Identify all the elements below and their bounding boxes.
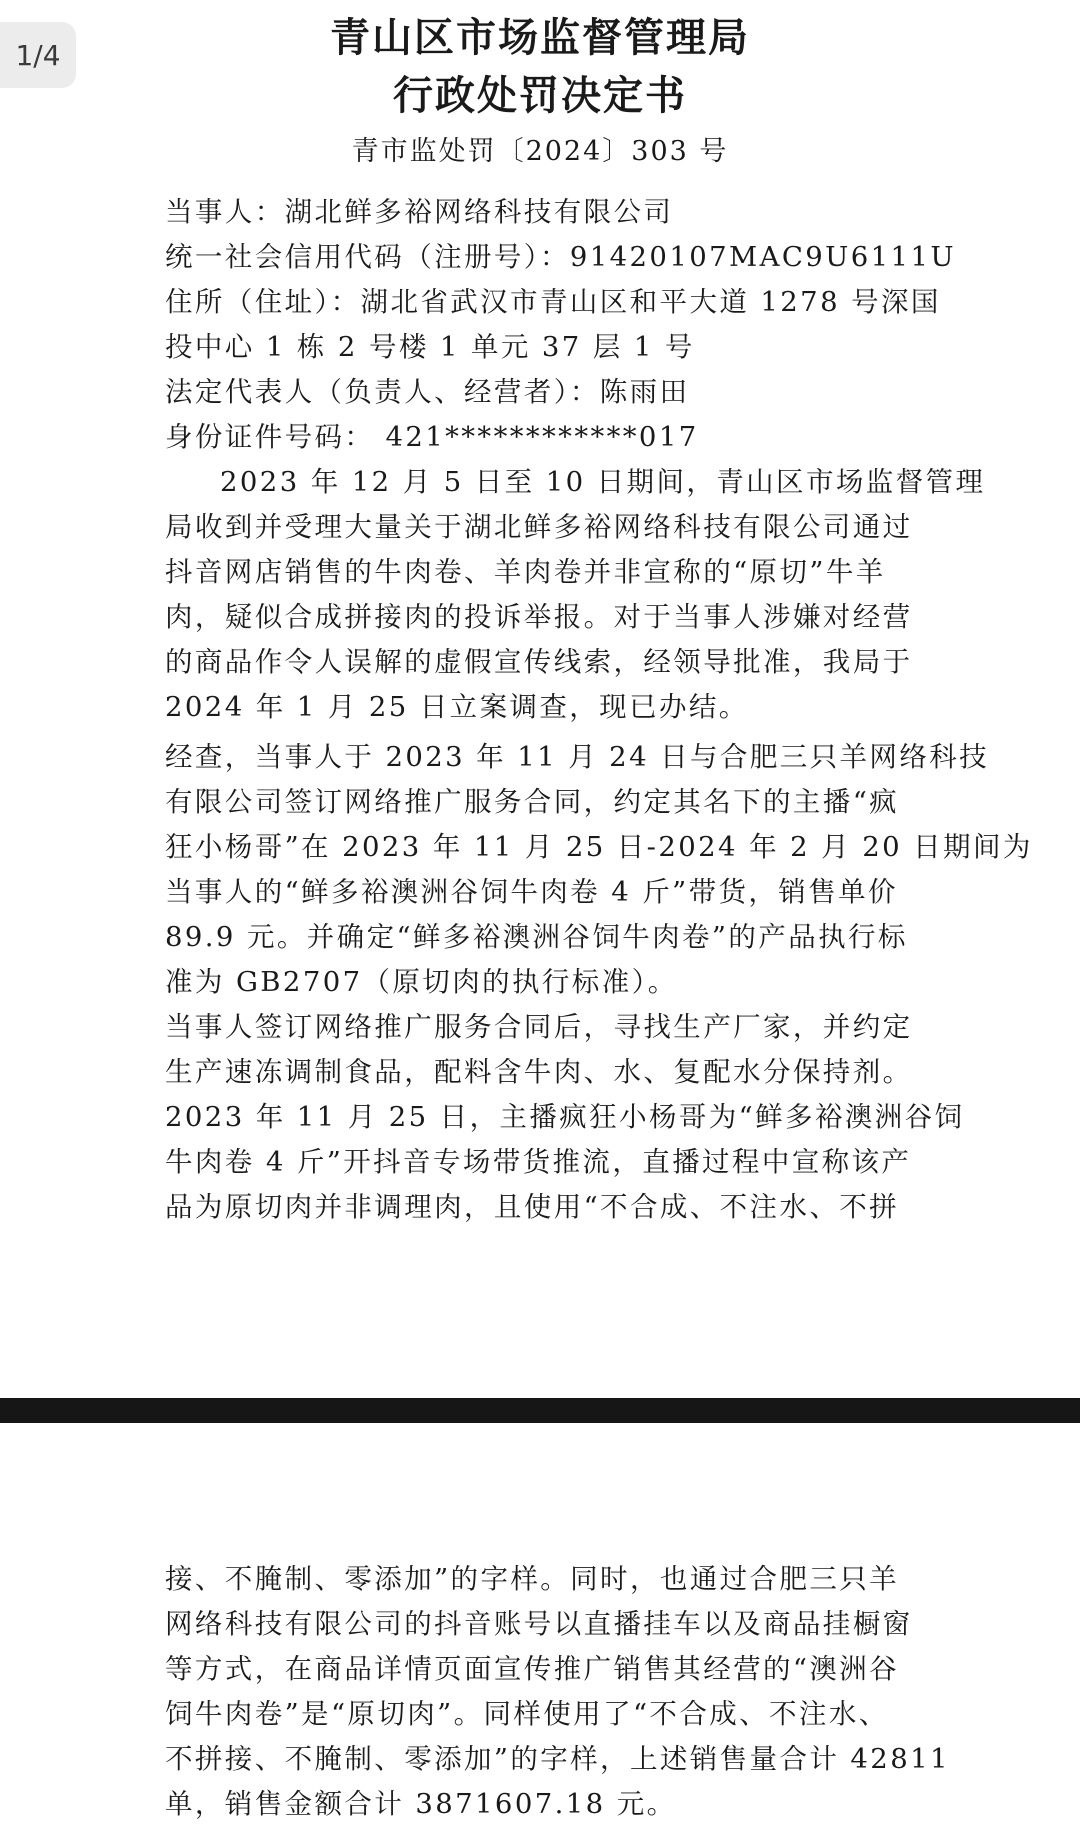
text-line: 抖音网店销售的牛肉卷、羊肉卷并非宣称的“原切”牛羊: [165, 556, 886, 588]
text-line: 2023 年 11 月 25 日，主播疯狂小杨哥为“鲜多裕澳洲谷饲: [165, 1101, 965, 1133]
page-divider: [0, 1398, 1080, 1423]
page-indicator[interactable]: 1/4: [0, 22, 76, 88]
text-line: 牛肉卷 4 斤”开抖音专场带货推流，直播过程中宣称该产: [165, 1146, 912, 1178]
text-line: 的商品作令人误解的虚假宣传线索，经领导批准，我局于: [165, 646, 913, 678]
text-line: 2023 年 12 月 5 日至 10 日期间，青山区市场监督管理: [220, 466, 986, 498]
text-line: 有限公司签订网络推广服务合同，约定其名下的主播“疯: [165, 786, 900, 818]
document-number: 青市监处罚〔2024〕303 号: [351, 136, 729, 167]
text-line: 狂小杨哥”在 2023 年 11 月 25 日-2024 年 2 月 20 日期间为: [165, 831, 1033, 863]
text-line: 等方式，在商品详情页面宣传推广销售其经营的“澳洲谷: [165, 1653, 900, 1685]
text-line: 生产速冻调制食品，配料含牛肉、水、复配水分保持剂。: [165, 1056, 913, 1088]
text-line: 接、不腌制、零添加”的字样。同时，也通过合肥三只羊: [165, 1563, 900, 1595]
text-line: 当事人的“鲜多裕澳洲谷饲牛肉卷 4 斤”带货，销售单价: [165, 876, 898, 908]
text-line: 经查，当事人于 2023 年 11 月 24 日与合肥三只羊网络科技: [165, 741, 990, 773]
text-line: 住所（住址）：湖北省武汉市青山区和平大道 1278 号深国: [165, 286, 941, 318]
text-line: 网络科技有限公司的抖音账号以直播挂车以及商品挂橱窗: [165, 1608, 913, 1640]
document-title-type: 行政处罚决定书: [393, 73, 687, 119]
text-line: 投中心 1 栋 2 号楼 1 单元 37 层 1 号: [165, 331, 695, 363]
text-line: 统一社会信用代码（注册号）：91420107MAC9U6111U: [165, 241, 956, 273]
text-line: 当事人：湖北鲜多裕网络科技有限公司: [165, 196, 674, 228]
text-line: 准为 GB2707（原切肉的执行标准）。: [165, 966, 678, 998]
text-line: 饲牛肉卷”是“原切肉”。同样使用了“不合成、不注水、: [165, 1698, 889, 1730]
text-line: 单，销售金额合计 3871607.18 元。: [165, 1788, 677, 1820]
text-line: 局收到并受理大量关于湖北鲜多裕网络科技有限公司通过: [165, 511, 913, 543]
text-line: 品为原切肉并非调理肉，且使用“不合成、不注水、不拼: [165, 1191, 900, 1223]
text-line: 肉，疑似合成拼接肉的投诉举报。对于当事人涉嫌对经营: [165, 601, 913, 633]
text-line: 89.9 元。并确定“鲜多裕澳洲谷饲牛肉卷”的产品执行标: [165, 921, 908, 953]
text-line: 不拼接、不腌制、零添加”的字样，上述销售量合计 42811: [165, 1743, 950, 1775]
document-title-agency: 青山区市场监督管理局: [330, 15, 750, 61]
text-line: 法定代表人（负责人、经营者）：陈雨田: [165, 376, 690, 408]
text-line: 当事人签订网络推广服务合同后，寻找生产厂家，并约定: [165, 1011, 913, 1043]
text-line: 2024 年 1 月 25 日立案调查，现已办结。: [165, 691, 749, 723]
text-line: 身份证件号码： 421************017: [165, 421, 699, 453]
